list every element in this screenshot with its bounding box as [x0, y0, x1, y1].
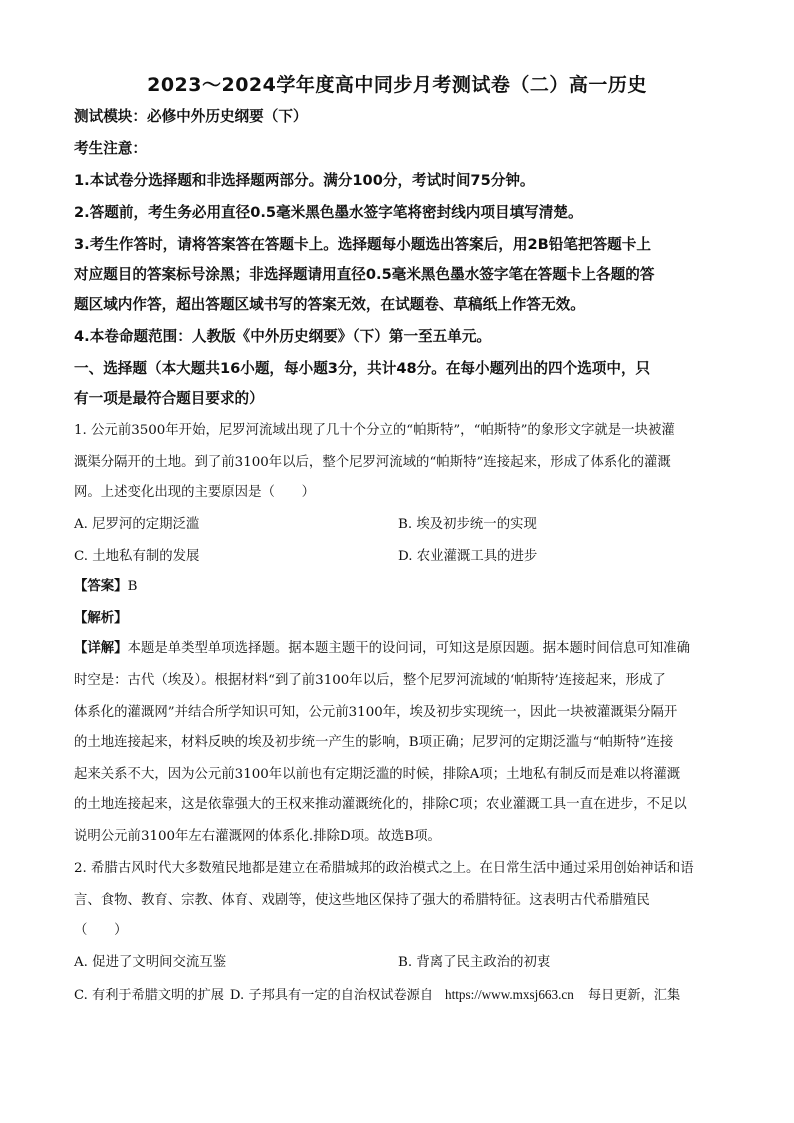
q2-option-b: B. 背离了民主政治的初衷	[398, 955, 551, 970]
page-title: 2023～2024学年度高中同步月考测试卷（二）高一历史	[147, 74, 647, 96]
q2-option-c: C. 有利于希腊文明的扩展	[74, 988, 224, 1003]
source-suffix: 每日更新，汇集	[587, 988, 681, 1003]
q1-detail-line-7: 说明公元前3100年左右灌溉网的体系化.排除D项。故选B项。	[74, 829, 441, 844]
note-3-cont-2: 题区域内作答，超出答题区域书写的答案无效，在试题卷、草稿纸上作答无效。	[74, 296, 585, 313]
note-2: 2.答题前，考生务必用直径0.5毫米黑色墨水签字笔将密封线内项目填写清楚。	[74, 204, 583, 221]
q1-detail-text-1: 本题是单类型单项选择题。据本题主题干的设问词，可知这是原因题。据本题时间信息可知准确	[127, 641, 690, 656]
note-3: 3.考生作答时，请将答案答在答题卡上。选择题每小题选出答案后，用2B铅笔把答题卡上	[74, 236, 651, 253]
q1-stem-line-1: 1. 公元前3500年开始，尼罗河流域出现了几十个分立的“帕斯特”，“帕斯特”的象形文字就是一块被灌	[74, 423, 675, 438]
q2-stem-line-3: （ ）	[74, 923, 128, 938]
q2-stem-line-2: 言、食物、教育、宗教、体育、戏剧等，使这些地区保持了强大的希腊特征。这表明古代希腊殖民	[74, 893, 650, 908]
note-4: 4.本卷命题范围：人教版《中外历史纲要》（下）第一至五单元。	[74, 328, 492, 345]
note-3-cont-1: 对应题目的答案标号涂黑；非选择题请用直径0.5毫米黑色墨水签字笔在答题卡上各题的答	[74, 266, 655, 283]
q1-option-a: A. 尼罗河的定期泛滥	[74, 517, 200, 532]
detail-tag: 【详解】	[74, 641, 128, 656]
section-heading-cont: 有一项是最符合题目要求的）	[74, 390, 264, 407]
q1-stem-line-2: 溉渠分隔开的土地。到了前3100年以后，整个尼罗河流域的“帕斯特”连接起来，形成了体系化的灌溉	[74, 455, 671, 470]
q1-detail-line-1	[74, 640, 734, 658]
section-heading: 一、选择题（本大题共16小题，每小题3分，共计48分。在每小题列出的四个选项中，只	[74, 360, 651, 377]
q1-detail-line-4: 的土地连接起来，材料反映的埃及初步统一产生的影响，B项正确；尼罗河的定期泛滥与“帕斯特”连接	[74, 735, 674, 750]
q1-option-b: B. 埃及初步统一的实现	[398, 517, 537, 532]
q2-options-cd-line	[74, 986, 680, 1005]
q2-stem-line-1: 2. 希腊古风时代大多数殖民地都是建立在希腊城邦的政治模式之上。在日常生活中通过采用创始神话和语	[74, 861, 694, 876]
q1-detail-line-5: 起来关系不大，因为公元前3100年以前也有定期泛滥的时候，排除A项；土地私有制反而是难以将灌溉	[74, 767, 681, 782]
q1-answer: B	[127, 579, 138, 594]
note-1: 1.本试卷分选择题和非选择题两部分。满分100分，考试时间75分钟。	[74, 172, 535, 189]
q1-detail-line-2: 时空是：古代（埃及）。根据材料“到了前3100年以后，整个尼罗河流域的‘帕斯特’连接起来，形成了	[74, 673, 666, 688]
q1-stem-line-3: 网。上述变化出现的主要原因是（ ）	[74, 485, 316, 500]
answer-tag: 【答案】	[74, 579, 128, 594]
source-link[interactable]: https://www.mxsj663.cn	[445, 987, 574, 1002]
notice-heading: 考生注意：	[74, 140, 147, 157]
analysis-tag: 【解析】	[74, 611, 128, 626]
q2-option-d: D. 子邦具有一定的自治权	[229, 988, 381, 1003]
q1-option-c: C. 土地私有制的发展	[74, 549, 200, 564]
q2-option-a: A. 促进了文明间交流互鉴	[74, 955, 227, 970]
q1-analysis-line	[74, 610, 734, 628]
q1-answer-line	[74, 578, 734, 596]
q1-detail-line-3: 体系化的灌溉网”并结合所学知识可知，公元前3100年，埃及初步实现统一，因此一块被灌溉渠分隔开	[74, 705, 678, 720]
q1-detail-line-6: 的土地连接起来，这是依靠强大的王权来推动灌溉统化的，排除C项；农业灌溉工具一直在进步，不足以	[74, 797, 687, 812]
test-module: 测试模块：必修中外历史纲要（下）	[74, 108, 308, 125]
source-text: 试卷源自	[380, 988, 434, 1003]
q1-option-d: D. 农业灌溉工具的进步	[398, 549, 538, 564]
